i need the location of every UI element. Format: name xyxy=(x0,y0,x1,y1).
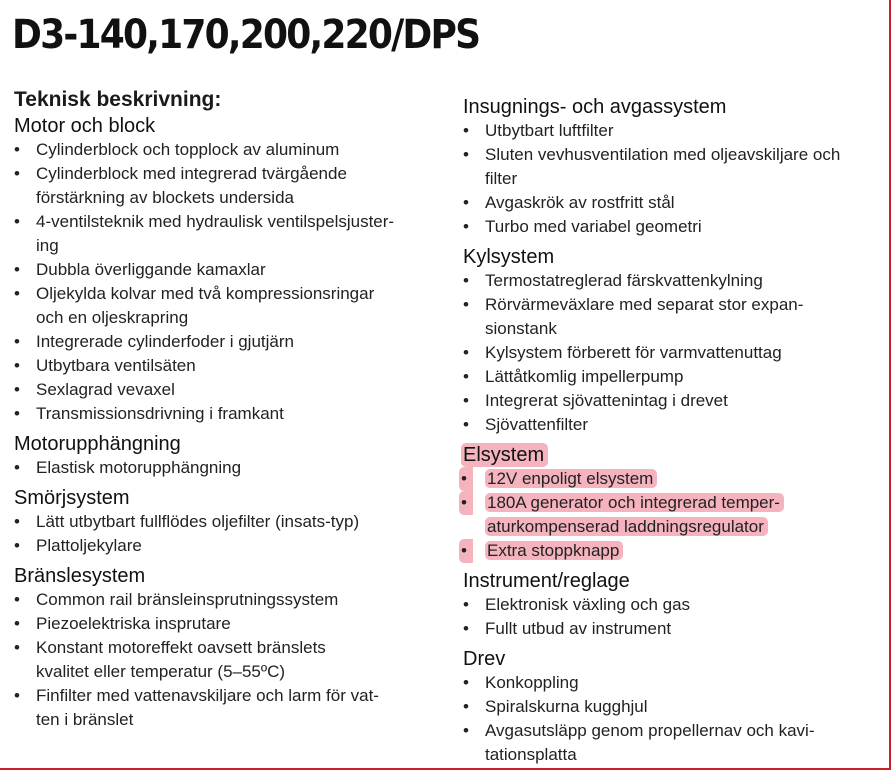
list-item: • Termostatreglerad färskvattenkylning xyxy=(463,269,883,293)
list-item: • Elektronisk växling och gas xyxy=(463,593,883,617)
list-item: • Cylinderblock och topplock av aluminum xyxy=(14,138,434,162)
bullet-list xyxy=(463,671,883,767)
main-heading: Teknisk beskrivning: xyxy=(14,88,222,111)
list-item: • Finfilter med vattenavskiljare och larm för vat- ten i bränslet xyxy=(14,684,434,732)
list-item: • Utbytbara ventilsäten xyxy=(14,354,434,378)
section-kylsystem xyxy=(463,245,883,437)
list-item: • Avgasutsläpp genom propellernav och kavi- tationsplatta xyxy=(463,719,883,767)
section-instrument-reglage xyxy=(463,569,883,641)
bullet-list xyxy=(14,588,434,732)
list-item: • Konstant motoreffekt oavsett bränslets kvalitet eller temperatur (5–55ºC) xyxy=(14,636,434,684)
list-item: • Lätt utbytbart fullflödes oljefilter (insats-typ) xyxy=(14,510,434,534)
bullet-list xyxy=(463,119,883,239)
list-item: • Avgaskrök av rostfritt stål xyxy=(463,191,883,215)
list-item: • Integrerade cylinderfoder i gjutjärn xyxy=(14,330,434,354)
section-smorjsystem xyxy=(14,486,434,558)
list-item: • Sluten vevhusventilation med oljeavskiljare och filter xyxy=(463,143,883,191)
bullet-list xyxy=(14,138,434,426)
list-item: • Sjövattenfilter xyxy=(463,413,883,437)
list-item: • Sexlagrad vevaxel xyxy=(14,378,434,402)
list-item: • Elastisk motorupphängning xyxy=(14,456,434,480)
section-heading: Motor och block xyxy=(14,115,156,137)
list-item: • Oljekylda kolvar med två kompressionsringar och en oljeskrapring xyxy=(14,282,434,330)
list-item: • Rörvärmeväxlare med separat stor expan- sionstank xyxy=(463,293,883,341)
bullet-list xyxy=(463,467,883,563)
section-drev xyxy=(463,647,883,767)
list-item: • Plattoljekylare xyxy=(14,534,434,558)
list-item-highlighted xyxy=(463,539,883,563)
section-heading: Motorupphängning xyxy=(14,433,181,455)
list-item-highlighted xyxy=(463,491,883,539)
list-item: • Common rail bränsleinsprutningssystem xyxy=(14,588,434,612)
highlighted-text: 12V enpoligt elsystem xyxy=(485,469,657,488)
list-item: • 4-ventilsteknik med hydraulisk ventilspelsjuster- ing xyxy=(14,210,434,258)
list-item: • Fullt utbud av instrument xyxy=(463,617,883,641)
section-heading: Insugnings- och avgassystem xyxy=(463,96,727,118)
section-insugnings-och-avgassystem xyxy=(463,95,883,239)
section-elsystem xyxy=(463,443,883,563)
list-item: • Konkoppling xyxy=(463,671,883,695)
section-heading: Instrument/reglage xyxy=(463,570,630,592)
section-motorupphangning xyxy=(14,432,434,480)
list-item: • Kylsystem förberett för varmvattenuttag xyxy=(463,341,883,365)
list-item: • Piezoelektriska insprutare xyxy=(14,612,434,636)
section-heading: Drev xyxy=(463,648,506,670)
section-branslesystem xyxy=(14,564,434,732)
section-heading: Smörjsystem xyxy=(14,487,130,509)
list-item: • Spiralskurna kugghjul xyxy=(463,695,883,719)
list-item: • Utbytbart luftfilter xyxy=(463,119,883,143)
list-item: • Dubbla överliggande kamaxlar xyxy=(14,258,434,282)
section-heading: Kylsystem xyxy=(463,246,555,268)
list-item: • Cylinderblock med integrerad tvärgående förstärkning av blockets undersida xyxy=(14,162,434,210)
bullet-list xyxy=(14,510,434,558)
list-item: • Turbo med variabel geometri xyxy=(463,215,883,239)
list-item: • Lättåtkomlig impellerpump xyxy=(463,365,883,389)
list-item: • Integrerat sjövattenintag i drevet xyxy=(463,389,883,413)
page-title: D3-140,170,200,220/DPS xyxy=(12,12,480,58)
bullet-list xyxy=(463,269,883,437)
highlighted-text: 180A generator och integrerad temper- aturkompenserad laddningsregulator xyxy=(485,493,784,536)
bullet-list xyxy=(463,593,883,641)
section-heading: Bränslesystem xyxy=(14,565,146,587)
left-column xyxy=(14,88,434,738)
list-item: • Transmissionsdrivning i framkant xyxy=(14,402,434,426)
highlighted-text: Extra stoppknapp xyxy=(485,541,623,560)
list-item-highlighted xyxy=(463,467,883,491)
section-heading-highlighted: Elsystem xyxy=(461,443,548,467)
right-column xyxy=(463,95,883,770)
bullet-list xyxy=(14,456,434,480)
section-motor-och-block xyxy=(14,114,434,426)
